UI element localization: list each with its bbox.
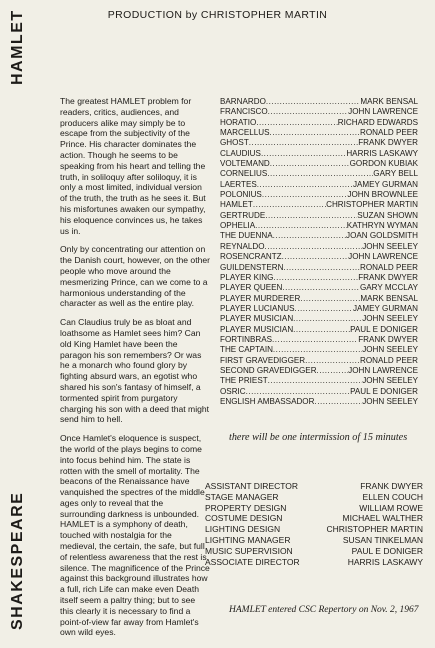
staff-title: LIGHTING MANAGER xyxy=(205,534,291,545)
leader-dots xyxy=(273,345,362,355)
cast-actor: RONALD PEER xyxy=(359,128,418,138)
cast-row xyxy=(220,335,418,345)
cast-actor: JOHN LAWRENCE xyxy=(348,107,418,117)
staff-row xyxy=(205,557,423,568)
cast-row xyxy=(220,283,418,293)
cast-actor: JAMEY GURMAN xyxy=(352,303,418,313)
cast-row xyxy=(220,200,418,210)
leader-dots xyxy=(283,263,360,273)
cast-row xyxy=(220,231,418,241)
cast-row xyxy=(220,397,418,407)
cast-row xyxy=(220,138,418,148)
cast-row xyxy=(220,107,418,117)
cast-row xyxy=(220,169,418,179)
staff-name: CHRISTOPHER MARTIN xyxy=(326,524,423,535)
cast-row xyxy=(220,325,418,335)
repertory-note: HAMLET entered CSC Repertory on Nov. 2, 1967 xyxy=(229,605,419,615)
cast-actor: RONALD PEER xyxy=(359,355,418,365)
cast-actor: MARK BENSAL xyxy=(360,97,418,106)
cast-role: PLAYER MURDERER xyxy=(220,293,301,303)
cast-row xyxy=(220,180,418,190)
leader-dots xyxy=(282,283,360,293)
essay-paragraph: The greatest HAMLET problem for readers, critics, audiences, and producers alike may simply be to escape from the subjectivity of the Prince. His character dominates the action. Though he seems to be speaking from his heart and telling the truth, in soliloquy after soliloquy, it is only a most limited, individual version of the truth, the truth as he sees it. But his misfortunes awaken our sympathy, his eloquence convinces us, he takes us in. xyxy=(60,96,206,236)
cast-row xyxy=(220,149,418,159)
leader-dots xyxy=(268,107,348,117)
cast-role: PLAYER MUSICIAN xyxy=(220,324,294,334)
cast-actor: JAMEY GURMAN xyxy=(352,179,418,189)
essay-paragraph: Only by concentrating our attention on the Danish court, however, on the other people who move around the mesmerizing Prince, can we come to a harmonious understanding of the character as well as the entire play. xyxy=(60,244,211,309)
leader-dots xyxy=(246,387,350,397)
cast-actor: JOHN SEELEY xyxy=(362,314,418,324)
staff-name: HARRIS LASKAWY xyxy=(347,556,423,567)
essay-paragraph: Can Claudius truly be as bloat and loathsome as Hamlet sees him? Can old King Hamlet have been the paragon his son remembers? Or was he a monarch who found glory by fighting absurd wars, an egotist who shared his son's fantasy of himself, a tormented spirit from purgatory charging his son with a deed that might send him to hell. xyxy=(60,317,210,425)
cast-role: THE CAPTAIN xyxy=(220,345,273,355)
cast-role: LAERTES xyxy=(220,179,257,189)
cast-role: FRANCISCO xyxy=(220,107,268,117)
cast-row xyxy=(220,159,418,169)
leader-dots xyxy=(261,149,346,159)
leader-dots xyxy=(295,304,353,314)
cast-actor: PAUL E DONIGER xyxy=(350,386,418,396)
cast-role: PLAYER QUEEN xyxy=(220,283,283,293)
leader-dots xyxy=(249,138,358,148)
staff-title: STAGE MANAGER xyxy=(205,491,279,502)
essay-column xyxy=(60,96,210,646)
cast-role: CORNELIUS xyxy=(220,169,268,179)
cast-role: FORTINBRAS xyxy=(220,334,273,344)
cast-actor: GARY BELL xyxy=(373,169,418,179)
staff-row xyxy=(205,535,423,546)
intermission-note: there will be one intermission of 15 minutes xyxy=(229,432,408,443)
staff-name: SUSAN TINKELMAN xyxy=(342,534,423,545)
cast-actor: GARY MCCLAY xyxy=(359,283,418,293)
staff-name: FRANK DWYER xyxy=(360,481,423,491)
leader-dots xyxy=(314,397,362,407)
staff-title: COSTUME DESIGN xyxy=(205,513,283,524)
staff-row xyxy=(205,546,423,557)
staff-row xyxy=(205,481,423,492)
cast-row xyxy=(220,387,418,397)
cast-actor: JOHN SEELEY xyxy=(362,396,418,406)
cast-row xyxy=(220,221,418,231)
cast-actor: RONALD PEER xyxy=(359,262,418,272)
leader-dots xyxy=(282,252,349,262)
cast-row xyxy=(220,97,418,107)
cast-actor: JOHN LAWRENCE xyxy=(348,365,418,375)
leader-dots xyxy=(273,231,346,241)
cast-role: PLAYER KING xyxy=(220,272,274,282)
cast-row xyxy=(220,366,418,376)
cast-actor: JOAN GOLDSMITH xyxy=(346,231,418,241)
cast-list xyxy=(220,97,418,407)
cast-role: ENGLISH AMBASSADOR xyxy=(220,396,315,406)
cast-row xyxy=(220,376,418,386)
cast-row xyxy=(220,345,418,355)
cast-row xyxy=(220,190,418,200)
cast-actor: PAUL E DONIGER xyxy=(350,324,418,334)
cast-actor: JOHN BROWNLEE xyxy=(347,190,418,200)
cast-row xyxy=(220,128,418,138)
staff-name: WILLIAM ROWE xyxy=(359,502,423,513)
cast-row xyxy=(220,294,418,304)
production-header: PRODUCTION by CHRISTOPHER MARTIN xyxy=(107,9,328,21)
side-title-hamlet: HAMLET xyxy=(9,9,26,85)
cast-role: GERTRUDE xyxy=(220,210,266,220)
leader-dots xyxy=(268,376,363,386)
leader-dots xyxy=(265,242,363,252)
cast-actor: CHRISTOPHER MARTIN xyxy=(326,200,418,210)
cast-actor: FRANK DWYER xyxy=(358,272,418,282)
cast-role: GUILDENSTERN xyxy=(220,262,284,272)
cast-role: SECOND GRAVEDIGGER xyxy=(220,365,317,375)
cast-actor: FRANK DWYER xyxy=(358,334,418,344)
leader-dots xyxy=(272,335,358,345)
cast-actor: RICHARD EDWARDS xyxy=(337,117,418,127)
cast-actor: JOHN LAWRENCE xyxy=(348,252,418,262)
leader-dots xyxy=(253,200,326,210)
staff-title: ASSOCIATE DIRECTOR xyxy=(205,556,300,567)
cast-role: HORATIO xyxy=(220,117,257,127)
cast-row xyxy=(220,252,418,262)
cast-role: PLAYER MUSICIAN xyxy=(220,314,294,324)
cast-actor: JOHN SEELEY xyxy=(362,345,418,355)
cast-row xyxy=(220,273,418,283)
cast-role: GHOST xyxy=(220,138,249,148)
cast-role: PLAYER LUCIANUS xyxy=(220,303,295,313)
staff-list xyxy=(205,481,423,567)
cast-role: BARNARDO xyxy=(220,97,266,106)
leader-dots xyxy=(317,366,349,376)
leader-dots xyxy=(265,211,357,221)
cast-role: REYNALDO xyxy=(220,241,265,251)
cast-actor: HARRIS LASKAWY xyxy=(346,148,418,158)
cast-row xyxy=(220,211,418,221)
staff-name: ELLEN COUCH xyxy=(362,491,423,502)
leader-dots xyxy=(293,325,350,335)
staff-name: PAUL E DONIGER xyxy=(351,545,423,556)
cast-role: POLONIUS xyxy=(220,190,262,200)
cast-actor: GORDON KUBIAK xyxy=(349,159,418,169)
cast-role: THE DUENNA xyxy=(220,231,273,241)
cast-row xyxy=(220,263,418,273)
leader-dots xyxy=(267,169,373,179)
staff-title: ASSISTANT DIRECTOR xyxy=(205,481,299,491)
staff-row xyxy=(205,503,423,514)
cast-role: OPHELIA xyxy=(220,221,256,231)
cast-actor: JOHN SEELEY xyxy=(362,376,418,386)
cast-role: MARCELLUS xyxy=(220,128,270,138)
staff-row xyxy=(205,513,423,524)
staff-title: MUSIC SUPERVISION xyxy=(205,545,293,556)
cast-role: HAMLET xyxy=(220,200,253,210)
cast-actor: KATHRYN WYMAN xyxy=(346,221,418,231)
cast-role: OSRIC xyxy=(220,386,246,396)
cast-row xyxy=(220,304,418,314)
leader-dots xyxy=(256,118,338,128)
cast-role: FIRST GRAVEDIGGER xyxy=(220,355,306,365)
staff-title: PROPERTY DESIGN xyxy=(205,502,287,513)
leader-dots xyxy=(293,314,362,324)
leader-dots xyxy=(270,159,350,169)
cast-actor: MARK BENSAL xyxy=(360,293,418,303)
leader-dots xyxy=(305,356,360,366)
cast-actor: FRANK DWYER xyxy=(358,138,418,148)
cast-role: VOLTEMAND xyxy=(220,159,270,169)
cast-row xyxy=(220,242,418,252)
essay-paragraph: Once Hamlet's eloquence is suspect, the world of the plays begins to come into focus behind him. The state is rotten with the smell of mortality. The beacons of the Renaissance have vanquished the spectres of the middle ages only to reveal that the surrounding darkness is unbounded. HAMLET is a symphony of death, touched with nostalgia for the medieval, the certain, the safe, but full of relentless awareness that the rest is silence. The magnificence of the Prince against this background illustrates how a full, rich Life can make even Death itself seem a paltry thing; but to see this clearly it is necessary to find a point-of-view far away from Hamlet's own wild eyes. xyxy=(60,433,210,638)
cast-actor: JOHN SEELEY xyxy=(362,241,418,251)
side-title-shakespeare: SHAKESPEARE xyxy=(9,491,26,630)
staff-title: LIGHTING DESIGN xyxy=(205,524,281,535)
cast-row xyxy=(220,314,418,324)
leader-dots xyxy=(266,97,361,107)
staff-name: MICHAEL WALTHER xyxy=(342,513,423,524)
leader-dots xyxy=(255,221,347,231)
cast-role: CLAUDIUS xyxy=(220,148,261,158)
staff-row xyxy=(205,524,423,535)
cast-actor: SUZAN SHOWN xyxy=(357,210,418,220)
leader-dots xyxy=(300,294,360,304)
cast-row xyxy=(220,356,418,366)
leader-dots xyxy=(262,190,348,200)
cast-role: ROSENCRANTZ xyxy=(220,252,282,262)
cast-row xyxy=(220,118,418,128)
leader-dots xyxy=(257,180,353,190)
leader-dots xyxy=(273,273,358,283)
staff-row xyxy=(205,492,423,503)
cast-role: THE PRIEST xyxy=(220,376,268,386)
leader-dots xyxy=(269,128,359,138)
